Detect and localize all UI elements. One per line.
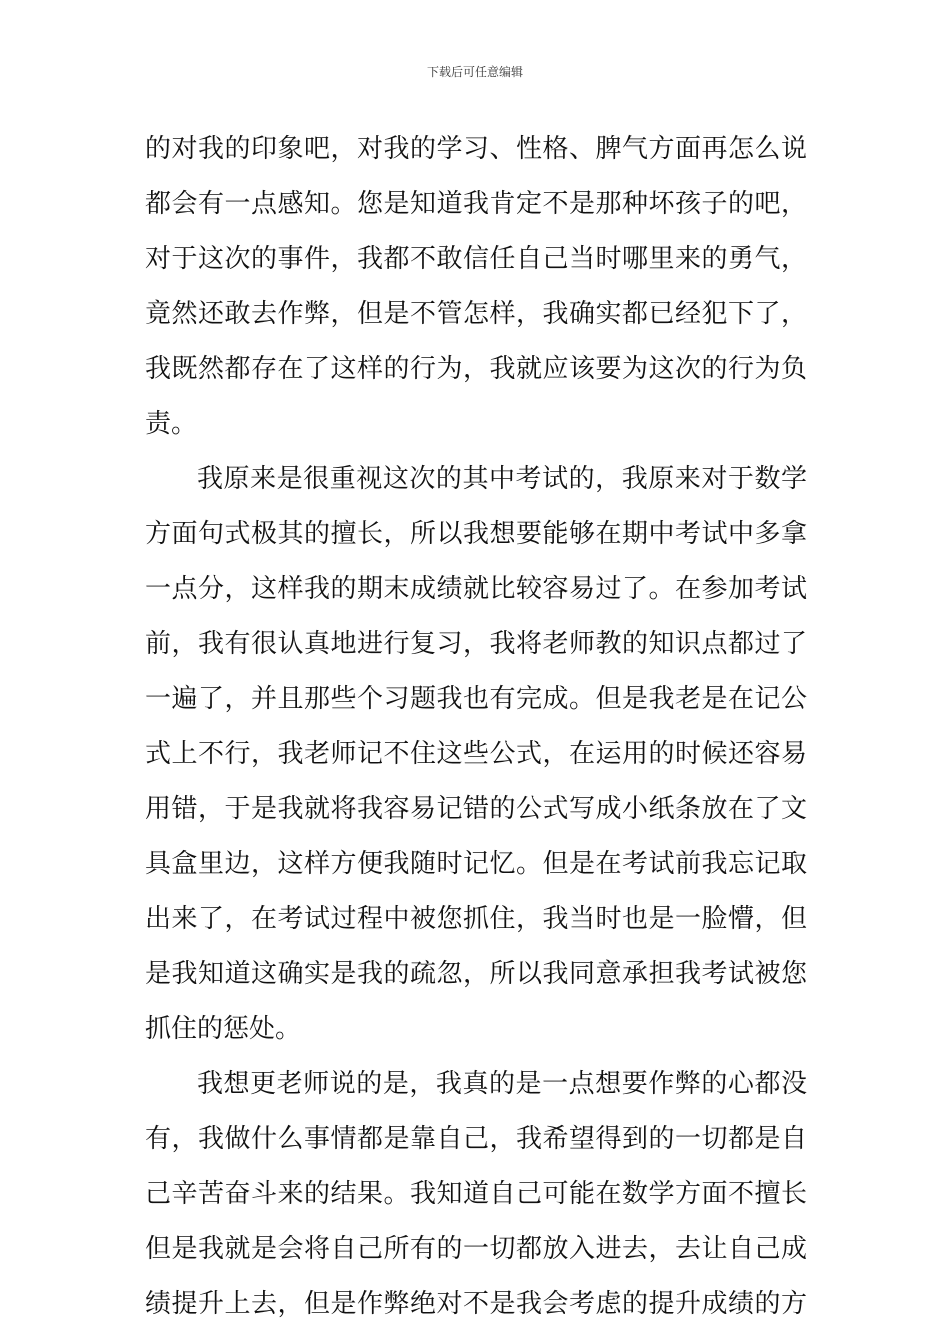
text-line: 己辛苦奋斗来的结果。我知道自己可能在数学方面不擅长 [145, 1179, 807, 1209]
text-line: 绩提升上去，但是作弊绝对不是我会考虑的提升成绩的方 [145, 1289, 807, 1319]
text-line: 出来了，在考试过程中被您抓住，我当时也是一脸懵，但 [145, 904, 807, 934]
paragraph-2 [145, 452, 807, 1057]
text-line: 竟然还敢去作弊，但是不管怎样，我确实都已经犯下了， [145, 299, 807, 329]
text-line: 对于这次的事件，我都不敢信任自己当时哪里来的勇气， [145, 244, 807, 274]
document-body [145, 122, 807, 1332]
paragraph-3 [145, 1057, 807, 1332]
paragraph-1 [145, 122, 807, 452]
text-line: 我想更老师说的是，我真的是一点想要作弊的心都没 [197, 1069, 807, 1099]
text-line: 的对我的印象吧，对我的学习、性格、脾气方面再怎么说 [145, 134, 807, 164]
text-line: 具盒里边，这样方便我随时记忆。但是在考试前我忘记取 [145, 849, 807, 879]
text-line: 有，我做什么事情都是靠自己，我希望得到的一切都是自 [145, 1124, 807, 1154]
text-line: 式上不行，我老师记不住这些公式，在运用的时候还容易 [145, 739, 807, 769]
text-line: 用错，于是我就将我容易记错的公式写成小纸条放在了文 [145, 794, 807, 824]
text-line: 我原来是很重视这次的其中考试的，我原来对于数学 [197, 464, 807, 494]
text-line: 一遍了，并且那些个习题我也有完成。但是我老是在记公 [145, 684, 807, 714]
text-line: 前，我有很认真地进行复习，我将老师教的知识点都过了 [145, 629, 807, 659]
page-header: 下载后可任意编辑 [426, 65, 523, 79]
text-line: 我既然都存在了这样的行为，我就应该要为这次的行为负 [145, 354, 807, 384]
text-line: 一点分，这样我的期末成绩就比较容易过了。在参加考试 [145, 574, 807, 604]
text-line: 是我知道这确实是我的疏忽，所以我同意承担我考试被您 [145, 959, 807, 989]
text-line: 方面句式极其的擅长，所以我想要能够在期中考试中多拿 [145, 519, 807, 549]
text-line: 但是我就是会将自己所有的一切都放入进去，去让自己成 [145, 1234, 807, 1264]
text-line: 抓住的惩处。 [145, 1014, 302, 1044]
text-line: 都会有一点感知。您是知道我肯定不是那种坏孩子的吧， [145, 189, 807, 219]
text-line: 责。 [145, 409, 198, 439]
